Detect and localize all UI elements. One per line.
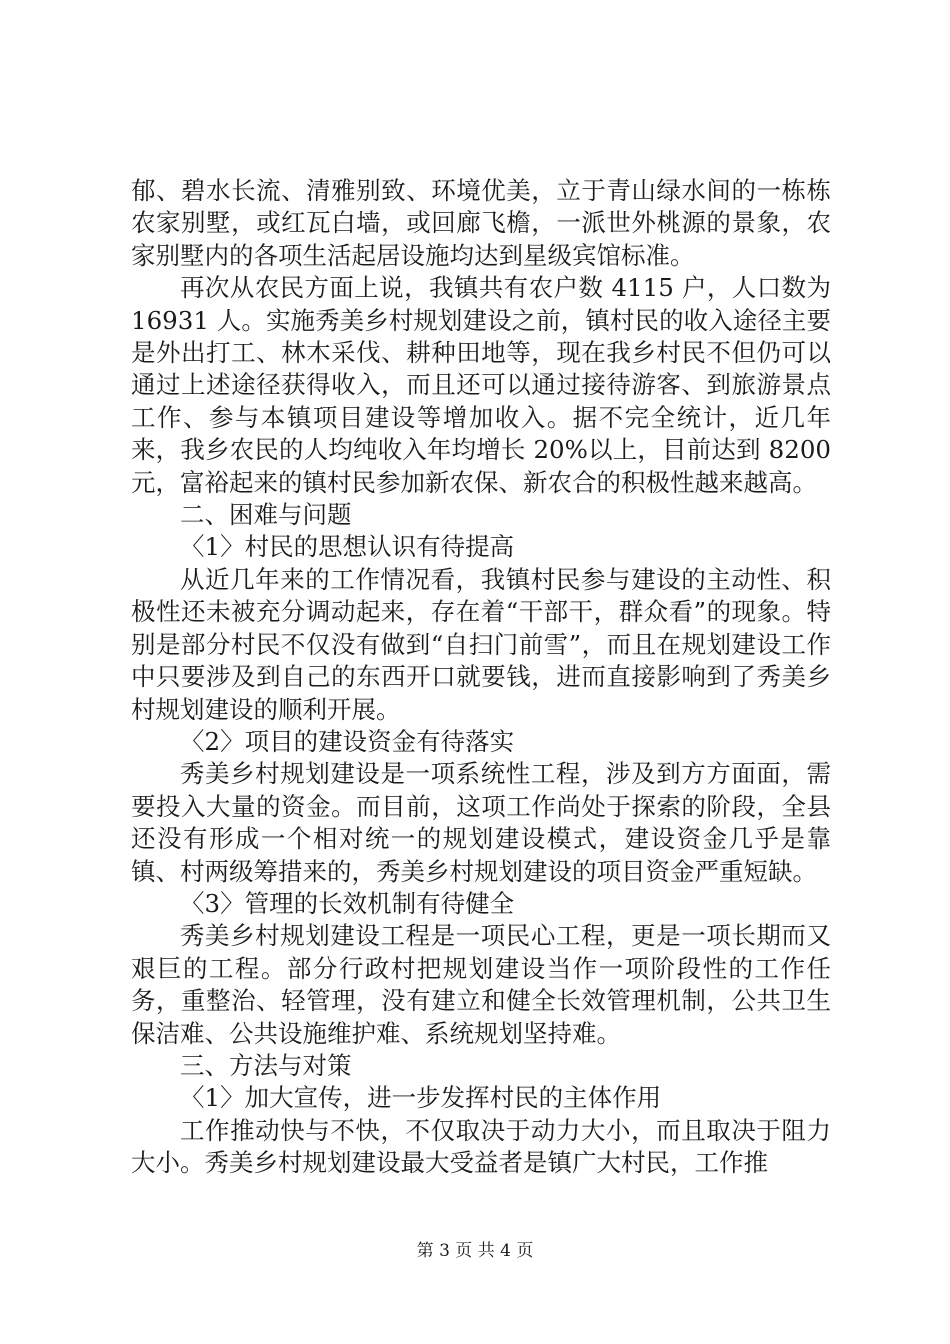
paragraph-5: 秀美乡村规划建设工程是一项民心工程，更是一项长期而又艰巨的工程。部分行政村把规划建设当作一项阶段性的工作任务，重整治、轻管理，没有建立和健全长效管理机制，公共卫生保洁难、公共设施维护难、系统规划坚持难。 [131,921,831,1048]
page-footer: 第 3 页 共 4 页 [416,1241,534,1261]
paragraph-6: 工作推动快与不快，不仅取决于动力大小，而且取决于阻力大小。秀美乡村规划建设最大受益者是镇广大村民，工作推 [131,1115,831,1178]
paragraph-2: 再次从农民方面上说，我镇共有农户数 4115 户，人口数为 16931 人。实施秀美乡村规划建设之前，镇村民的收入途径主要是外出打工、林木采伐、耕种田地等，现在我乡村民不但仍可以通过上述途径获得收入，而且还可以通过接待游客、到旅游景点工作、参与本镇项目建设等增加收入。据不完全统计，近几年来，我乡农民的人均纯收入年均增长 20%以上，目前达到 8200 元，富裕起来的镇村民参加新农保、新农合的积极性越来越高。 [131,273,831,497]
subheading-1: 〈1〉村民的思想认识有待提高 [180,532,515,562]
paragraph-4: 秀美乡村规划建设是一项系统性工程，涉及到方方面面，需要投入大量的资金。而目前，这项工作尚处于探索的阶段，全县还没有形成一个相对统一的规划建设模式，建设资金几乎是靠镇、村两级筹措来的，秀美乡村规划建设的项目资金严重短缺。 [131,759,831,886]
document-body [131,175,831,1180]
subheading-2: 〈2〉项目的建设资金有待落实 [180,726,515,756]
paragraph-1: 郁、碧水长流、清雅别致、环境优美，立于青山绿水间的一栋栋农家别墅，或红瓦白墙，或回廊飞檐，一派世外桃源的景象，农家别墅内的各项生活起居设施均达到星级宾馆标准。 [131,176,831,270]
section-heading-methods: 三、方法与对策 [180,1050,352,1080]
subheading-4: 〈1〉加大宣传，进一步发挥村民的主体作用 [180,1083,662,1113]
paragraph-3: 从近几年来的工作情况看，我镇村民参与建设的主动性、积极性还未被充分调动起来，存在着“干部干，群众看”的现象。特别是部分村民不仅没有做到“自扫门前雪”，而且在规划建设工作中只要涉及到自己的东西开口就要钱，进而直接影响到了秀美乡村规划建设的顺利开展。 [131,564,831,724]
section-heading-difficulties: 二、困难与问题 [180,500,352,530]
subheading-3: 〈3〉管理的长效机制有待健全 [180,888,515,918]
